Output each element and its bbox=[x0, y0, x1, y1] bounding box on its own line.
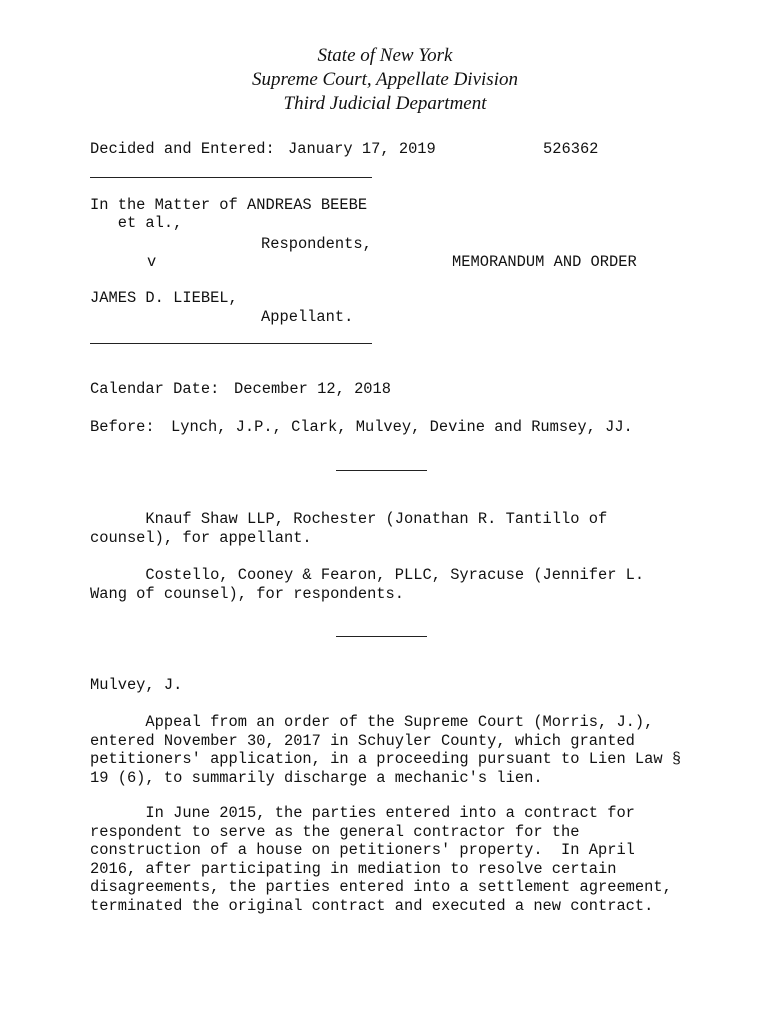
decided-label: Decided and Entered: bbox=[90, 140, 275, 158]
before-judges: Lynch, J.P., Clark, Mulvey, Devine and Rumsey, JJ. bbox=[171, 418, 633, 436]
before-label: Before: bbox=[90, 418, 155, 436]
caption-appellant-label: Appellant. bbox=[261, 308, 354, 326]
opinion-author: Mulvey, J. bbox=[90, 676, 183, 694]
calendar-date: December 12, 2018 bbox=[234, 380, 392, 398]
counsel-appellant: Knauf Shaw LLP, Rochester (Jonathan R. Tantillo of counsel), for appellant. bbox=[90, 510, 608, 547]
caption-versus: v bbox=[147, 253, 157, 271]
caption-appellant-name: JAMES D. LIEBEL, bbox=[90, 289, 238, 307]
caption-et-al: et al., bbox=[90, 214, 183, 232]
counsel-respondents: Costello, Cooney & Fearon, PLLC, Syracuse (Jennifer L. Wang of counsel), for respondents. bbox=[90, 566, 645, 603]
caption-petitioners: In the Matter of ANDREAS BEEBE bbox=[90, 196, 368, 214]
calendar-label: Calendar Date: bbox=[90, 380, 220, 398]
court-department: Third Judicial Department bbox=[283, 93, 487, 114]
caption-top-rule bbox=[90, 177, 372, 178]
caption-bottom-rule bbox=[90, 343, 372, 344]
decided-date: January 17, 2019 bbox=[288, 140, 436, 158]
opinion-paragraph-1: Appeal from an order of the Supreme Court (Morris, J.), entered November 30, 2017 in Schuyler County, which granted petitioners' application, in a proceeding pursuant to Lien Law § 19 (6), to summarily discharge a mechanic's lien. bbox=[90, 713, 682, 787]
docket-number: 526362 bbox=[543, 140, 599, 158]
separator-rule-1 bbox=[336, 470, 427, 471]
decision-type: MEMORANDUM AND ORDER bbox=[452, 253, 637, 271]
court-name: Supreme Court, Appellate Division bbox=[252, 69, 518, 90]
opinion-paragraph-2: In June 2015, the parties entered into a contract for respondent to serve as the general contractor for the construction of a house on petitioners' property. In April 2016, after participating in mediation to resolve certain disagreements, the parties entered into a settlement agreement, terminated the original contract and executed a new contract. bbox=[90, 804, 672, 915]
court-state: State of New York bbox=[317, 45, 453, 66]
caption-respondents-label: Respondents, bbox=[261, 235, 372, 253]
separator-rule-2 bbox=[336, 636, 427, 637]
